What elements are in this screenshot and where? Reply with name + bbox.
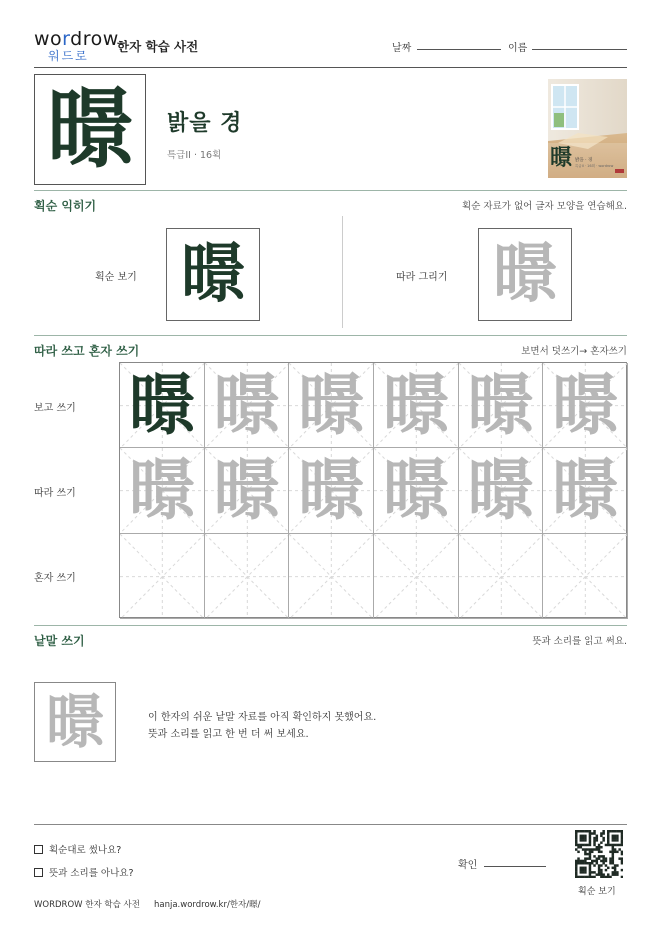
practice-trace-character: 暻 [128, 451, 195, 530]
stroke-view-character: 暻 [181, 236, 245, 312]
thumbnail-caption-2: 특급II · 16획 · wordrow [575, 164, 614, 168]
practice-trace-character: 暻 [213, 366, 280, 445]
practice-trace-character: 暻 [382, 451, 449, 530]
checklist-item-meaning[interactable]: 뜻과 소리를 아나요? [34, 865, 134, 879]
cell-guide-lines [543, 534, 628, 619]
practice-cell[interactable] [120, 363, 205, 448]
practice-cell[interactable] [120, 448, 205, 533]
main-character: 暻 [47, 78, 133, 180]
qr-label: 획순 보기 [578, 887, 616, 897]
practice-trace-character: 暻 [382, 366, 449, 445]
vocab-character-box [34, 682, 116, 762]
cell-guide-lines [205, 534, 290, 619]
qr-code-icon[interactable] [575, 830, 623, 878]
date-label: 날짜 [392, 43, 412, 54]
thumbnail-caption-1: 밝을 · 경 [575, 158, 593, 163]
vocab-message-2: 뜻과 소리를 읽고 한 번 더 써 보세요. [148, 729, 309, 740]
thumbnail-character: 暻 [550, 145, 573, 171]
section-divider-1 [34, 190, 627, 191]
room-thumbnail-image [548, 79, 627, 178]
row-label-trace: 따라 쓰기 [34, 488, 76, 499]
footer-brand: WORDROW 한자 학습 사전 [34, 900, 140, 910]
practice-cell[interactable] [543, 363, 628, 448]
row-label-view: 보고 쓰기 [34, 403, 76, 414]
practice-cell[interactable] [289, 363, 374, 448]
checklist-item-strokes[interactable]: 획순대로 썼나요? [34, 842, 121, 856]
header-divider [34, 67, 627, 68]
cell-guide-lines [374, 534, 459, 619]
section-divider-3 [34, 625, 627, 626]
practice-trace-character: 暻 [298, 451, 365, 530]
stroke-view-label: 획순 보기 [95, 272, 137, 283]
thumbnail-stamp [615, 169, 624, 173]
vocab-section-note: 뜻과 소리를 읽고 써요. [532, 636, 627, 647]
practice-grid [119, 362, 627, 618]
practice-trace-character: 暻 [467, 451, 534, 530]
checkbox-icon[interactable] [34, 868, 43, 877]
character-grade: 특급II · 16획 [167, 150, 222, 161]
vocab-section-title: 낱말 쓰기 [34, 634, 85, 648]
app-title: 한자 학습 사전 [117, 39, 199, 54]
practice-trace-character: 暻 [552, 451, 619, 530]
practice-cell[interactable] [289, 534, 374, 619]
vocab-message-1: 이 한자의 쉬운 낱말 자료를 아직 확인하지 못했어요. [148, 712, 377, 723]
practice-cell[interactable] [459, 448, 544, 533]
stroke-divider [342, 216, 343, 328]
practice-trace-character: 暻 [552, 366, 619, 445]
trace-label: 따라 그리기 [396, 272, 448, 283]
practice-cell[interactable] [543, 448, 628, 533]
practice-cell[interactable] [205, 448, 290, 533]
practice-cell[interactable] [205, 363, 290, 448]
practice-cell[interactable] [459, 363, 544, 448]
practice-cell[interactable] [120, 534, 205, 619]
logo-korean: 워드로 [48, 49, 89, 63]
practice-trace-character: 暻 [298, 366, 365, 445]
practice-cell[interactable] [289, 448, 374, 533]
stroke-section-title: 획순 익히기 [34, 199, 97, 213]
practice-cell[interactable] [374, 534, 459, 619]
cell-guide-lines [459, 534, 544, 619]
footer-divider [34, 824, 627, 825]
confirm-signature-field[interactable] [484, 866, 546, 867]
checkbox-icon[interactable] [34, 845, 43, 854]
name-field[interactable] [532, 49, 627, 50]
main-character-box [34, 74, 146, 185]
trace-character: 暻 [493, 236, 557, 312]
cell-guide-lines [120, 534, 205, 619]
section-divider-2 [34, 335, 627, 336]
cell-guide-lines [289, 534, 374, 619]
confirm-label: 확인 [458, 860, 478, 871]
practice-trace-character: 暻 [467, 366, 534, 445]
logo-wordmark: wordrow [34, 28, 119, 50]
practice-cell[interactable] [205, 534, 290, 619]
vocab-character: 暻 [45, 688, 104, 756]
practice-model-character: 暻 [128, 366, 195, 445]
stroke-view-box [166, 228, 260, 321]
practice-trace-character: 暻 [213, 451, 280, 530]
date-field[interactable] [417, 49, 501, 50]
stroke-section-note: 획순 자료가 없어 글자 모양을 연습해요. [462, 201, 627, 212]
practice-section-note: 보면서 덧쓰기→ 혼자쓰기 [521, 346, 627, 357]
practice-section-title: 따라 쓰고 혼자 쓰기 [34, 344, 140, 358]
row-label-free: 혼자 쓰기 [34, 573, 76, 584]
footer-url[interactable]: hanja.wordrow.kr/한자/暻/ [154, 900, 261, 910]
practice-cell[interactable] [374, 448, 459, 533]
trace-box[interactable] [478, 228, 572, 321]
practice-cell[interactable] [543, 534, 628, 619]
name-label: 이름 [508, 43, 528, 54]
character-meaning: 밝을 경 [167, 111, 243, 136]
practice-cell[interactable] [374, 363, 459, 448]
practice-cell[interactable] [459, 534, 544, 619]
